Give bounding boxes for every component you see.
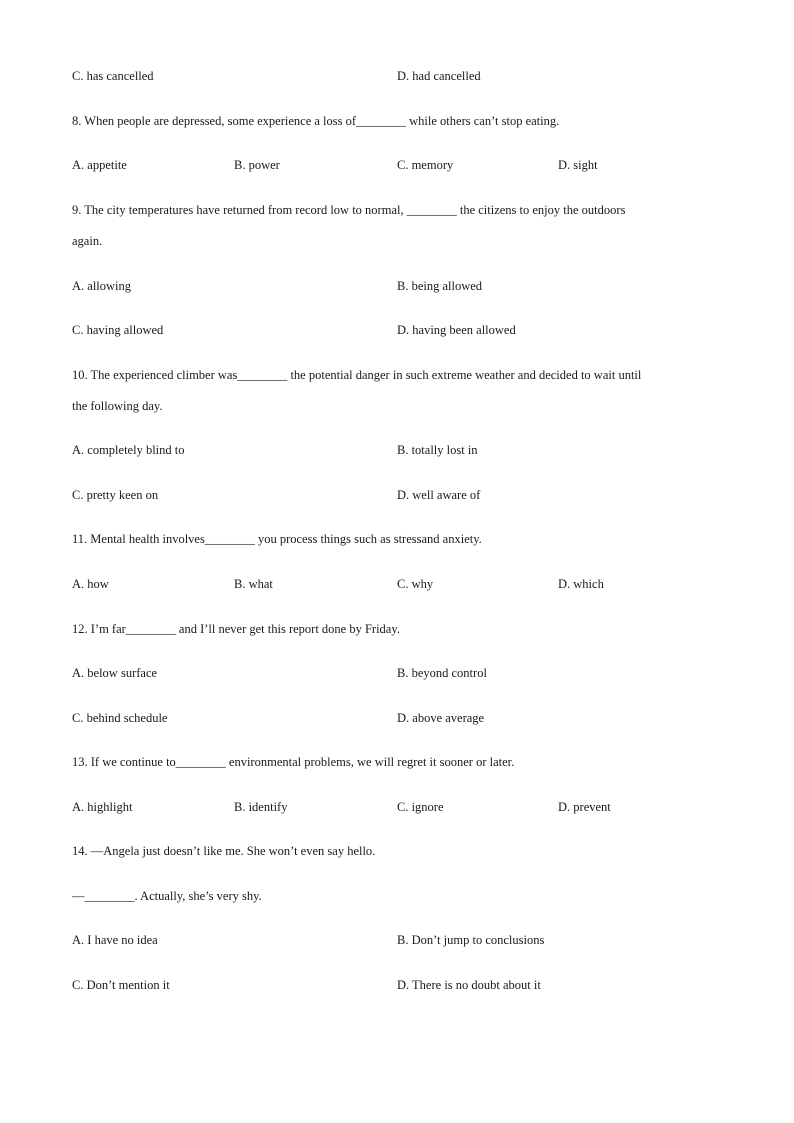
question-9-stem-line1: 9. The city temperatures have returned from record low to normal, ________ the citizens to enjoy the outdoors (72, 203, 626, 217)
option-7d: D. had cancelled (397, 69, 481, 83)
option-13c: C. ignore (397, 800, 444, 814)
option-8d: D. sight (558, 158, 598, 172)
option-13a: A. highlight (72, 800, 133, 814)
option-7c: C. has cancelled (72, 69, 154, 83)
option-8b: B. power (234, 158, 280, 172)
option-10c: C. pretty keen on (72, 488, 159, 502)
question-13-stem: 13. If we continue to________ environmental problems, we will regret it sooner or later. (72, 755, 515, 769)
option-13b: B. identify (234, 800, 288, 814)
option-12b: B. beyond control (397, 666, 487, 680)
option-8a: A. appetite (72, 158, 127, 172)
option-9b: B. being allowed (397, 279, 483, 293)
option-12a: A. below surface (72, 666, 158, 680)
question-12-stem: 12. I’m far________ and I’ll never get this report done by Friday. (72, 622, 400, 636)
question-11-stem: 11. Mental health involves________ you process things such as stressand anxiety. (72, 532, 482, 546)
question-10-stem-line1: 10. The experienced climber was________ the potential danger in such extreme weather and decided to wait until (72, 368, 642, 382)
option-14d: D. There is no doubt about it (397, 978, 541, 992)
option-11a: A. how (72, 577, 109, 591)
option-13d: D. prevent (558, 800, 611, 814)
option-10a: A. completely blind to (72, 443, 185, 457)
option-12d: D. above average (397, 711, 485, 725)
question-14-stem-line1: 14. —Angela just doesn’t like me. She won’t even say hello. (72, 844, 376, 858)
option-9a: A. allowing (72, 279, 132, 293)
question-9-stem-line2: again. (72, 234, 103, 248)
option-10d: D. well aware of (397, 488, 481, 502)
option-9d: D. having been allowed (397, 323, 516, 337)
question-8-stem: 8. When people are depressed, some experience a loss of________ while others can’t stop eating. (72, 114, 560, 128)
option-14c: C. Don’t mention it (72, 978, 170, 992)
question-14-stem-line2: —________. Actually, she’s very shy. (72, 889, 262, 903)
option-10b: B. totally lost in (397, 443, 478, 457)
option-8c: C. memory (397, 158, 454, 172)
option-14b: B. Don’t jump to conclusions (397, 933, 545, 947)
option-9c: C. having allowed (72, 323, 164, 337)
option-11b: B. what (234, 577, 273, 591)
option-12c: C. behind schedule (72, 711, 168, 725)
question-10-stem-line2: the following day. (72, 399, 163, 413)
option-14a: A. I have no idea (72, 933, 158, 947)
option-11c: C. why (397, 577, 434, 591)
option-11d: D. which (558, 577, 604, 591)
